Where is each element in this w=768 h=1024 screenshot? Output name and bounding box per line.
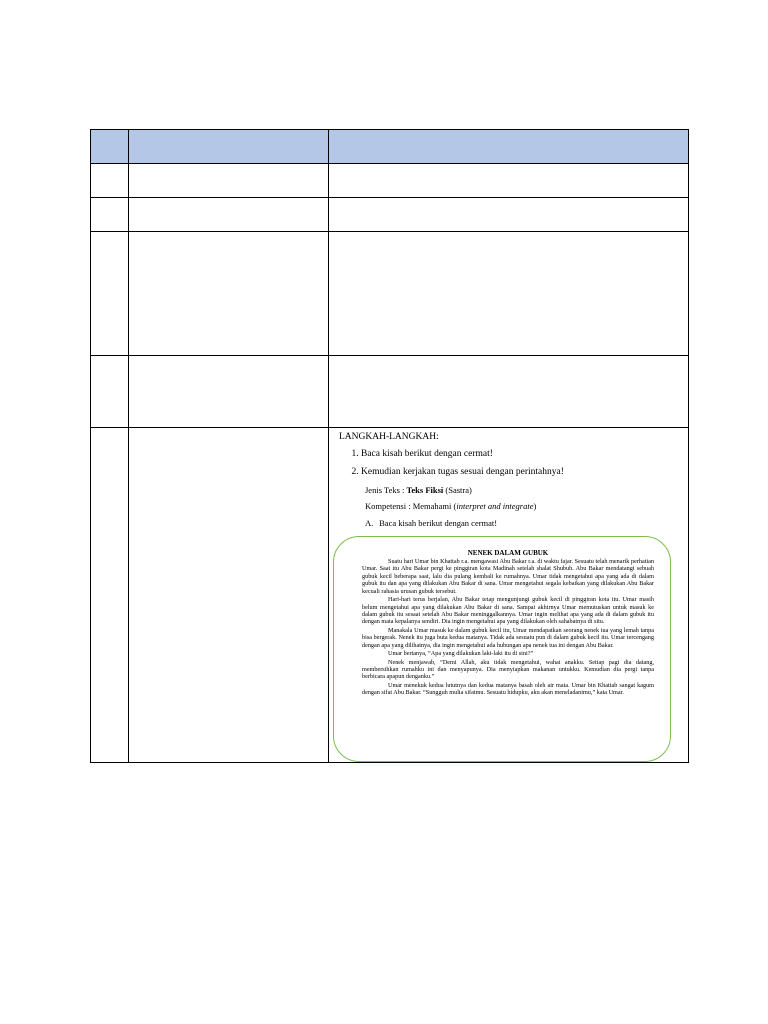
kompetensi-value: interpret and integrate bbox=[456, 501, 534, 512]
sub-a-label: A. bbox=[365, 517, 374, 528]
story-paragraph: Suatu hari Umar bin Khattab r.a. mengawasi Abu Bakar r.a. di waktu fajar. Sesuatu telah menarik perhatian Umar. Saat itu Abu Bakar pergi ke pinggiran kota Madinah setelah shalat Shubuh. Abu Bakar mendatangi sebuah gubuk kecil beberapa saat, lalu dia pulang kembali ke rumahnya. Umar tidak mengetahui apa yang ada di dalam gubuk itu dan apa yang dilakukan Abu Bakar di sana. Umar mengetahui segala kebaikan yang dilakukan Abu Bakar kecuali rahasia urusan gubuk tersebut. bbox=[362, 557, 654, 595]
table-cell bbox=[129, 428, 329, 763]
story-box bbox=[333, 536, 671, 762]
header-cell-item bbox=[129, 130, 329, 164]
step-item: 2. Kemudian kerjakan tugas sesuai dengan perintahnya! bbox=[361, 467, 682, 479]
table-row bbox=[91, 428, 689, 763]
table-cell bbox=[91, 232, 129, 356]
table-cell bbox=[129, 356, 329, 428]
story-paragraph: Manakala Umar masuk ke dalam gubuk kecil itu, Umar mendapatkan seorang nenek tua yang lemah tanpa bisa bergerak. Nenek itu juga buta kedua matanya. Tidak ada sesuatu pun di dalam gubuk kecil itu. Umar tercengang dengan apa yang dilihatnya, dia ingin mengetahui ada hubungan apa nenek tua ini dengan Abu Bakar. bbox=[362, 626, 654, 649]
story-paragraph: Umar menekuk kedua lututnya dan kedua matanya basah oleh air mata. Umar bin Khattab sangat kagum dengan sifat Abu Bakar. “Sungguh mulia sifatmu. Sesuatu hidupku, aku akan meneladanimu,” kata Umar. bbox=[362, 681, 654, 697]
table-row bbox=[91, 198, 689, 232]
table-cell bbox=[329, 356, 689, 428]
table-row bbox=[91, 356, 689, 428]
table-cell bbox=[329, 198, 689, 232]
story-paragraph: Umar bertanya, “Apa yang dilakukan laki-laki itu di sini?” bbox=[388, 650, 534, 658]
kompetensi-label: Kompetensi : Memahami ( bbox=[365, 501, 457, 512]
table-cell bbox=[329, 232, 689, 356]
header-cell-content bbox=[329, 130, 689, 164]
table-cell bbox=[129, 198, 329, 232]
table-header-row bbox=[91, 130, 689, 164]
header-cell-no bbox=[91, 130, 129, 164]
table-cell bbox=[129, 232, 329, 356]
kompetensi-suffix: ) bbox=[533, 501, 537, 512]
table-cell bbox=[91, 164, 129, 198]
table-cell bbox=[129, 164, 329, 198]
table-cell bbox=[91, 428, 129, 763]
steps-cell bbox=[329, 428, 689, 763]
jenis-label: Jenis Teks : bbox=[365, 484, 407, 495]
lesson-table bbox=[90, 129, 689, 763]
sub-instruction-a bbox=[365, 518, 682, 529]
jenis-value: Teks Fiksi bbox=[406, 484, 444, 495]
jenis-teks bbox=[365, 485, 682, 496]
jenis-suffix: (Sastra) bbox=[443, 484, 472, 495]
steps-block bbox=[329, 428, 688, 529]
table-row bbox=[91, 232, 689, 356]
table-cell bbox=[91, 356, 129, 428]
table-row bbox=[91, 164, 689, 198]
step-item: 1. Baca kisah berikut dengan cermat! bbox=[361, 449, 682, 461]
story-title: NENEK DALAM GUBUK bbox=[467, 548, 549, 557]
story-paragraph: Nenek menjawab, “Demi Allah, aku tidak mengetahui, wahai anakku. Setiap pagi dia datang, membersihkan rumahku ini dan menyapunya. Dia menyiapkan makanan untukku. Kemudian dia pergi tanpa berbicara apapun denganku.” bbox=[362, 658, 654, 681]
table-cell bbox=[91, 198, 129, 232]
sub-a-text: Baca kisah berikut dengan cermat! bbox=[379, 517, 498, 528]
story-paragraph: Hari-hari terus berjalan, Abu Bakar tetap mengunjungi gubuk kecil di pinggiran kota itu. Umar masih belum mengetahui apa yang dilakukan Abu Bakar di sana. Sampai akhirnya Umar memutuskan untuk masuk ke dalam gubuk itu sesaat setelah Abu Bakar meninggalkannya. Umar ingin melihat apa yang ada di dalam gubuk itu dengan mata kepalanya sendiri. Dia ingin mengetahui apa yang dilakukan oleh sahabatnya di situ. bbox=[362, 596, 654, 626]
kompetensi bbox=[365, 501, 682, 512]
table-cell bbox=[329, 164, 689, 198]
steps-list bbox=[339, 449, 682, 479]
steps-header: LANGKAH-LANGKAH: bbox=[339, 432, 439, 442]
